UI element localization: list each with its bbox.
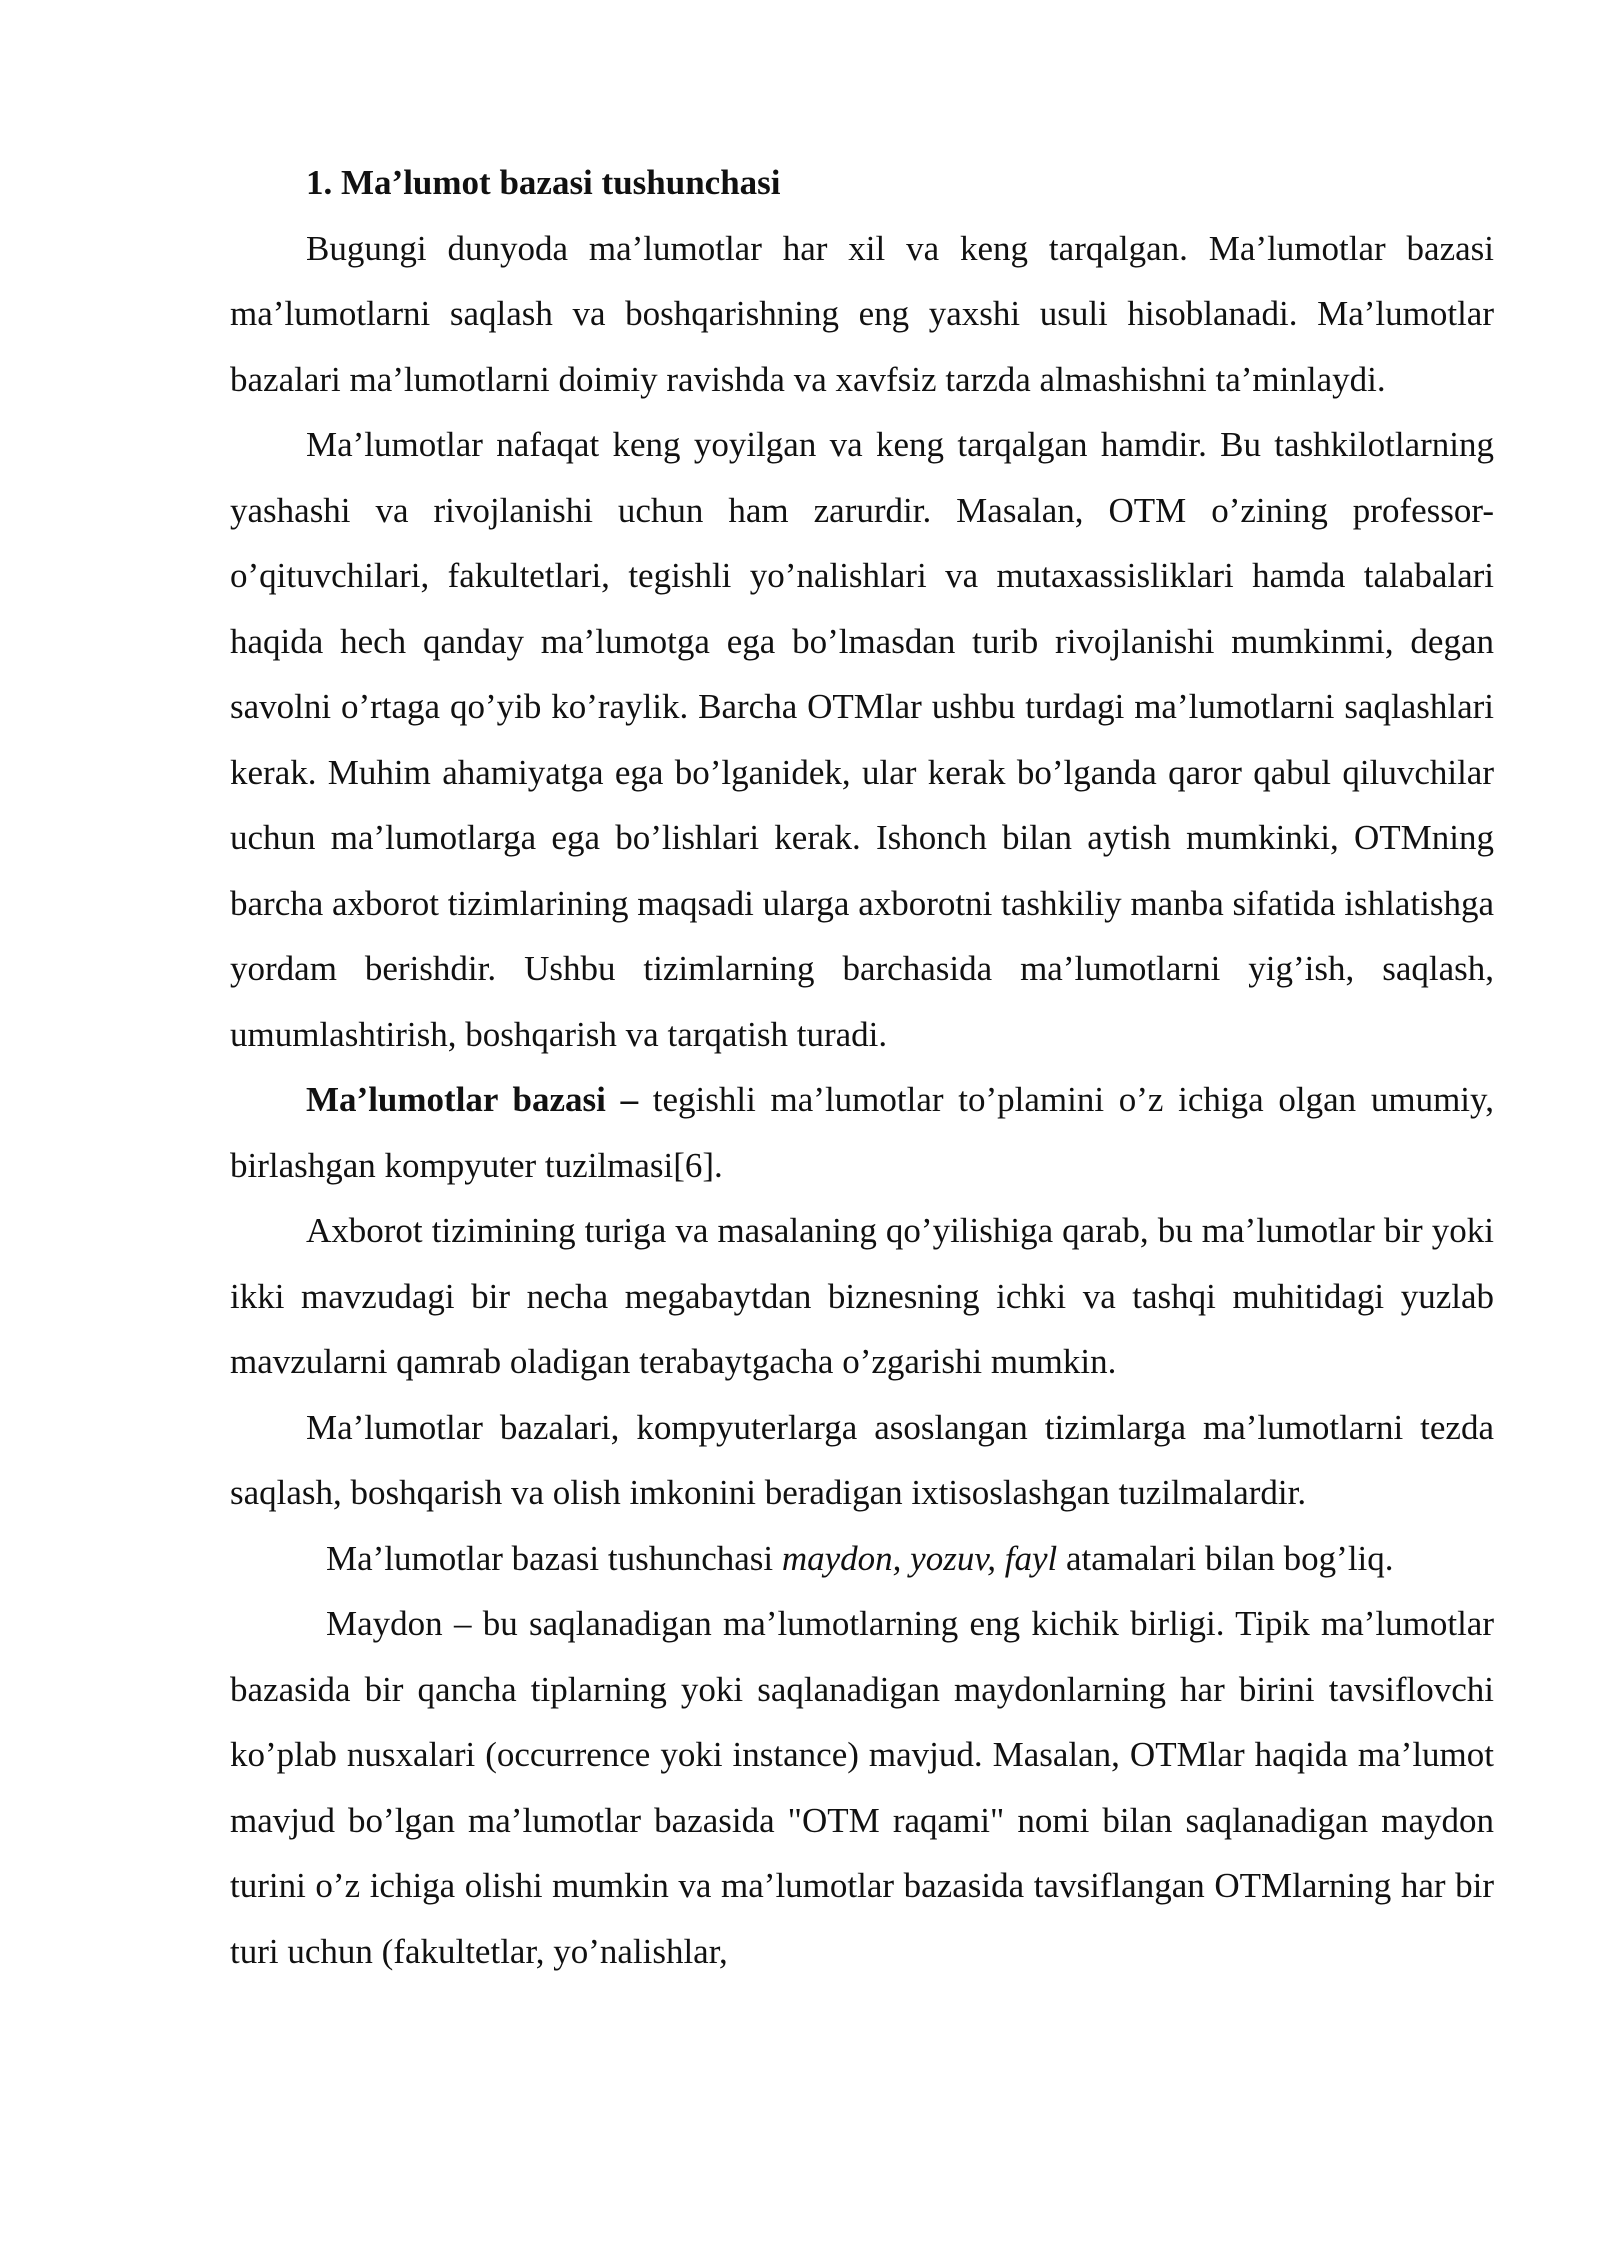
paragraph-6-end: atamalari bilan bog’liq. [1057, 1538, 1394, 1578]
paragraph-6-start: Ma’lumotlar bazasi tushunchasi [326, 1538, 782, 1578]
paragraph-5: Ma’lumotlar bazalari, kompyuterlarga asoslangan tizimlarga ma’lumotlarni tezda saqlash, boshqarish va olish imkonini beradigan ixtisoslashgan tuzilmalardir. [230, 1407, 1494, 1512]
paragraph-6 [230, 1526, 1494, 1592]
paragraph-6-terms: maydon, yozuv, fayl [781, 1538, 1058, 1578]
paragraph-4: Axborot tizimining turiga va masalaning qo’yilishiga qarab, bu ma’lumotlar bir yoki ikki mavzudagi bir necha megabaytdan biznesning ichki va tashqi muhitidagi yuzlab mavzularni qamrab oladigan terabaytgacha o’zgarishi mumkin. [230, 1211, 1494, 1381]
section-heading: 1. Ma’lumot bazasi tushunchasi [306, 163, 781, 202]
paragraph-1: Bugungi dunyoda ma’lumotlar har xil va keng tarqalgan. Ma’lumotlar bazasi ma’lumotlarni saqlash va boshqarishning eng yaxshi usuli hisoblanadi. Ma’lumotlar bazalari ma’lumotlarni doimiy ravishda va xavfsiz tarzda almashishni ta’minlaydi. [230, 228, 1494, 399]
definition-text: tegishli ma’lumotlar to’plamini o’z ichiga olgan umumiy, birlashgan kompyuter tuzilmasi[6]. [230, 1080, 1494, 1185]
document-body [230, 150, 1494, 1984]
paragraph-3-definition [230, 1067, 1494, 1198]
paragraph-2: Ma’lumotlar nafaqat keng yoyilgan va keng tarqalgan hamdir. Bu tashkilotlarning yashashi va rivojlanishi uchun ham zarurdir. Masalan, OTM o’zining professor-o’qituvchilari, fakultetlari, tegishli yo’nalishlari va mutaxassisliklari hamda talabalari haqida hech qanday ma’lumotga ega bo’lmasdan turib rivojlanishi mumkinmi, degan savolni o’rtaga qo’yib ko’raylik. Barcha OTMlar ushbu turdagi ma’lumotlarni saqlashlari kerak. Muhim ahamiyatga ega bo’lganidek, ular kerak bo’lganda qaror qabul qiluvchilar uchun ma’lumotlarga ega bo’lishlari kerak. Ishonch bilan aytish mumkinki, OTMning barcha axborot tizimlarining maqsadi ularga axborotni tashkiliy manba sifatida ishlatishga yordam berishdir. Ushbu tizimlarning barchasida ma’lumotlarni yig’ish, saqlash, umumlashtirish, boshqarish va tarqatish turadi. [230, 425, 1494, 1054]
paragraph-7: Maydon – bu saqlanadigan ma’lumotlarning eng kichik birligi. Tipik ma’lumotlar bazasida bir qancha tiplarning yoki saqlanadigan maydonlarning har birini tavsiflovchi ko’plab nusxalari (occurrence yoki instance) mavjud. Masalan, OTMlar haqida ma’lumot mavjud bo’lgan ma’lumotlar bazasida "OTM raqami" nomi bilan saqlanadigan maydon turini o’z ichiga olishi mumkin va ma’lumotlar bazasida tavsiflangan OTMlarning har bir turi uchun (fakultetlar, yo’nalishlar, [230, 1604, 1494, 1971]
definition-term: Ma’lumotlar bazasi – [306, 1080, 639, 1119]
